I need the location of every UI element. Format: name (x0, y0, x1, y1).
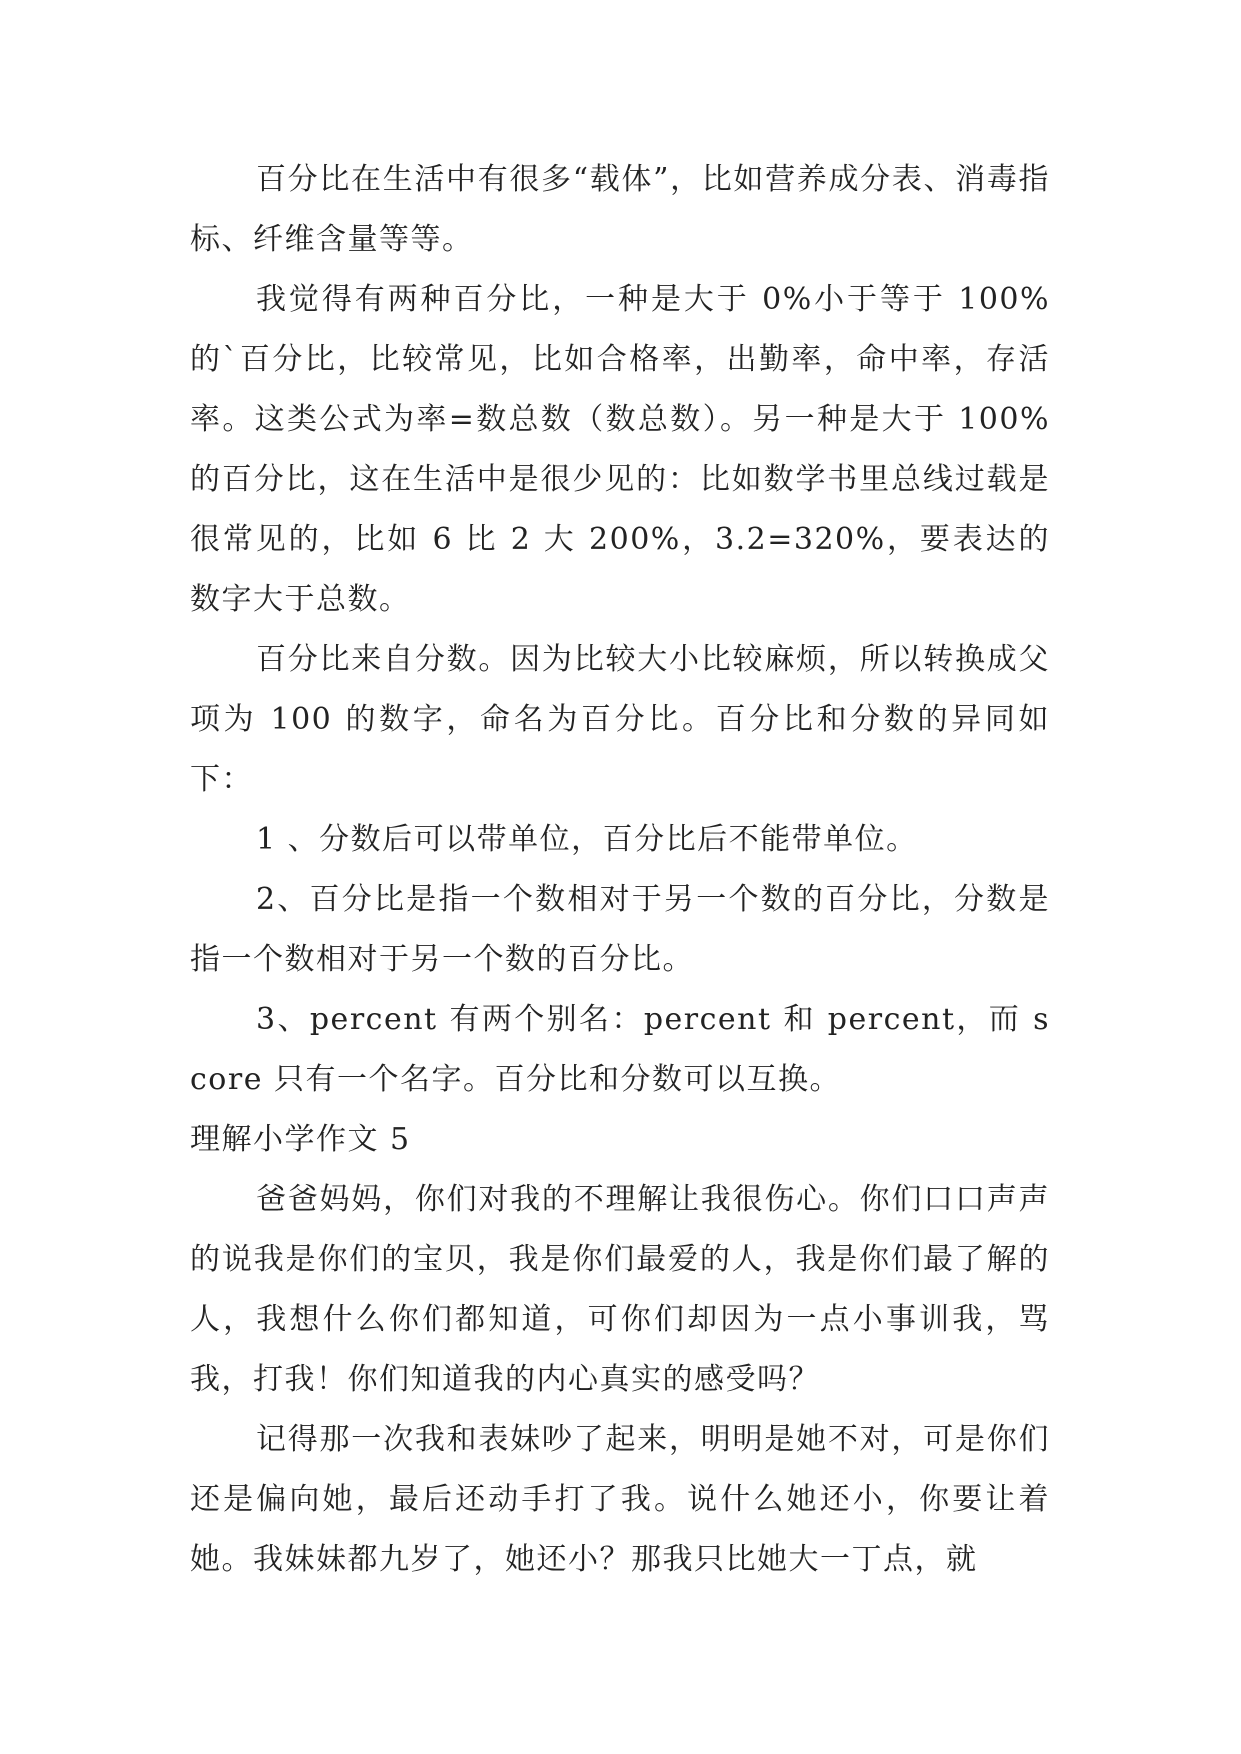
list-item: 3、percent 有两个别名：percent 和 percent，而 score 只有一个名字。百分比和分数可以互换。 (190, 1002, 1050, 1097)
list-item: 1 、分数后可以带单位，百分比后不能带单位。 (256, 822, 918, 857)
paragraph: 爸爸妈妈，你们对我的不理解让我很伤心。你们口口声声的说我是你们的宝贝，我是你们最爱的人，我是你们最了解的人，我想什么你们都知道，可你们却因为一点小事训我，骂我，打我！你们知道我的内心真实的感受吗？ (190, 1182, 1050, 1397)
document-page (190, 150, 1050, 1590)
list-item: 2、百分比是指一个数相对于另一个数的百分比，分数是指一个数相对于另一个数的百分比。 (190, 882, 1050, 977)
paragraph: 我觉得有两种百分比，一种是大于 0%小于等于 100%的`百分比，比较常见，比如合格率，出勤率，命中率，存活率。这类公式为率=数总数（数总数）。另一种是大于 100%的百分比，这在生活中是很少见的：比如数学书里总线过载是很常见的，比如 6 比 2 大 200%，3.2=320%，要表达的数字大于总数。 (190, 282, 1050, 617)
paragraph: 百分比在生活中有很多“载体”，比如营养成分表、消毒指标、纤维含量等等。 (190, 162, 1050, 257)
paragraph: 百分比来自分数。因为比较大小比较麻烦，所以转换成父项为 100 的数字，命名为百分比。百分比和分数的异同如下： (190, 642, 1050, 797)
paragraph: 记得那一次我和表妹吵了起来，明明是她不对，可是你们还是偏向她，最后还动手打了我。说什么她还小，你要让着她。我妹妹都九岁了，她还小？那我只比她大一丁点，就 (190, 1422, 1050, 1577)
section-title: 理解小学作文 5 (190, 1122, 411, 1157)
